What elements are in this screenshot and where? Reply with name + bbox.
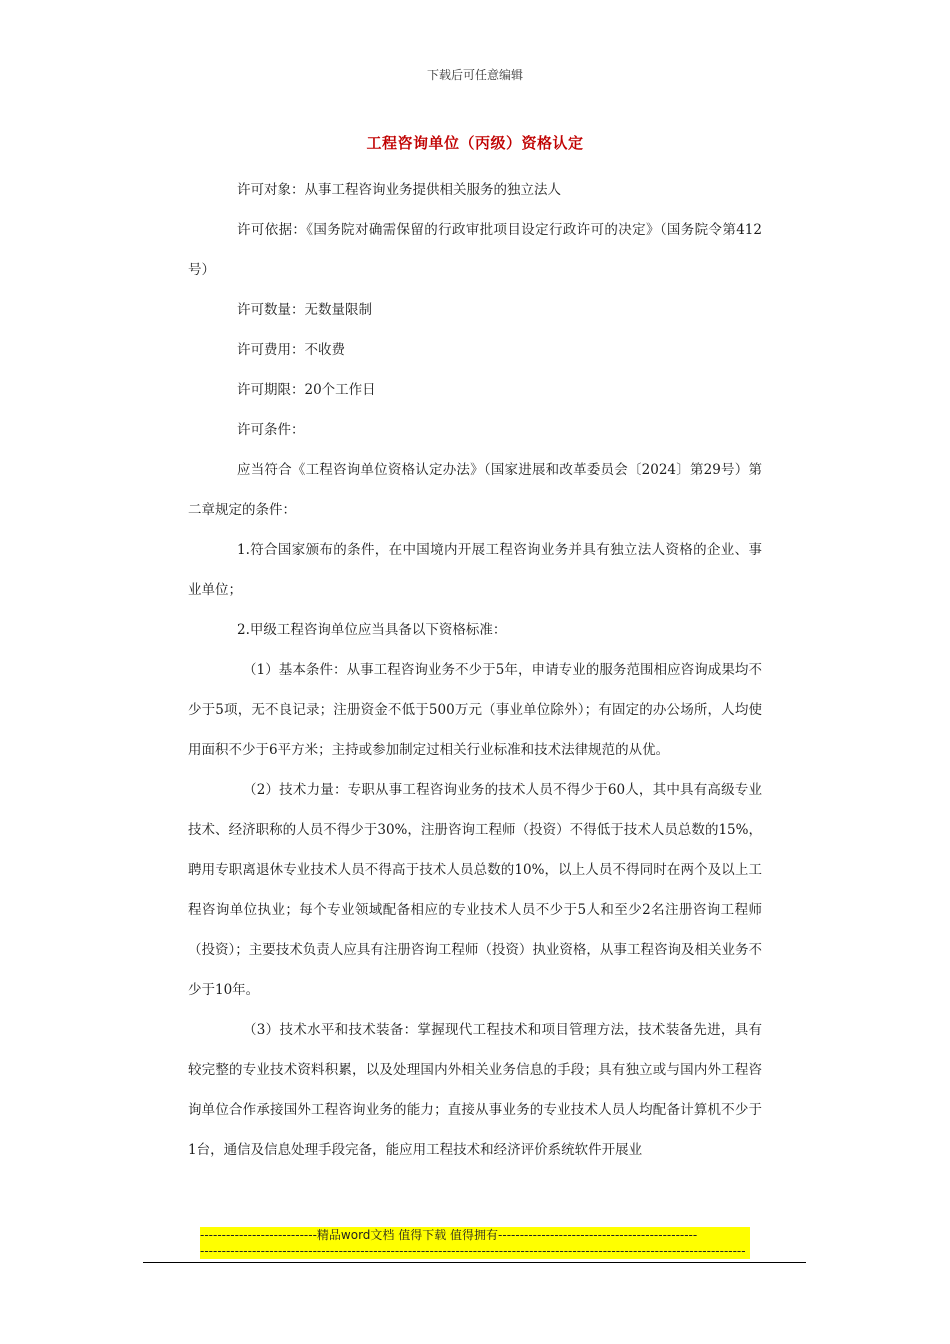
document-title: 工程咨询单位（丙级）资格认定	[366, 134, 584, 152]
paragraph-license-quantity: 许可数量：无数量限制	[237, 302, 372, 318]
paragraph-conditions-intro: 应当符合《工程咨询单位资格认定办法》（国家进展和改革委员会〔2024〕第29号）第二章规定的条件：	[188, 462, 762, 518]
paragraph-basic-conditions: （1）基本条件：从事工程咨询业务不少于5年，申请专业的服务范围相应咨询成果均不少于5项，无不良记录；注册资金不低于500万元（事业单位除外）；有固定的办公场所，人均使用面积不少于6平方米；主持或参加制定过相关行业标准和技术法律规范的从优。	[188, 662, 762, 758]
paragraph-license-conditions: 许可条件：	[237, 422, 305, 438]
paragraph-license-fee: 许可费用：不收费	[237, 342, 345, 358]
paragraph-license-basis: 许可依据：《国务院对确需保留的行政审批项目设定行政许可的决定》（国务院令第412号）	[188, 222, 762, 278]
footer-banner-line-1: ---------------------------精品word文档 值得下载 值得拥有----------------------------------------------	[200, 1228, 698, 1242]
footer-divider	[143, 1262, 806, 1263]
paragraph-condition-1: 1.符合国家颁布的条件，在中国境内开展工程咨询业务并具有独立法人资格的企业、事业单位；	[188, 542, 762, 598]
paragraph-license-object: 许可对象：从事工程咨询业务提供相关服务的独立法人	[237, 182, 561, 198]
footer-banner-line-2: ------------------------------------------------------------------------------------------------------------------------------	[200, 1244, 746, 1258]
header-note: 下载后可任意编辑	[426, 68, 523, 82]
paragraph-condition-2: 2.甲级工程咨询单位应当具备以下资格标准：	[237, 622, 507, 638]
footer-banner	[200, 1227, 750, 1259]
paragraph-technical-level: （3）技术水平和技术装备：掌握现代工程技术和项目管理方法，技术装备先进，具有较完整的专业技术资料积累，以及处理国内外相关业务信息的手段；具有独立或与国内外工程咨询单位合作承接国外工程咨询业务的能力；直接从事业务的专业技术人员人均配备计算机不少于1台，通信及信息处理手段完备，能应用工程技术和经济评价系统软件开展业	[188, 1022, 762, 1158]
document-body	[188, 170, 762, 1170]
paragraph-license-period: 许可期限：20个工作日	[237, 382, 376, 398]
paragraph-technical-strength: （2）技术力量：专职从事工程咨询业务的技术人员不得少于60人，其中具有高级专业技术、经济职称的人员不得少于30%，注册咨询工程师（投资）不得低于技术人员总数的15%，聘用专职离退休专业技术人员不得高于技术人员总数的10%，以上人员不得同时在两个及以上工程咨询单位执业；每个专业领域配备相应的专业技术人员不少于5人和至少2名注册咨询工程师（投资）；主要技术负责人应具有注册咨询工程师（投资）执业资格，从事工程咨询及相关业务不少于10年。	[188, 782, 762, 998]
